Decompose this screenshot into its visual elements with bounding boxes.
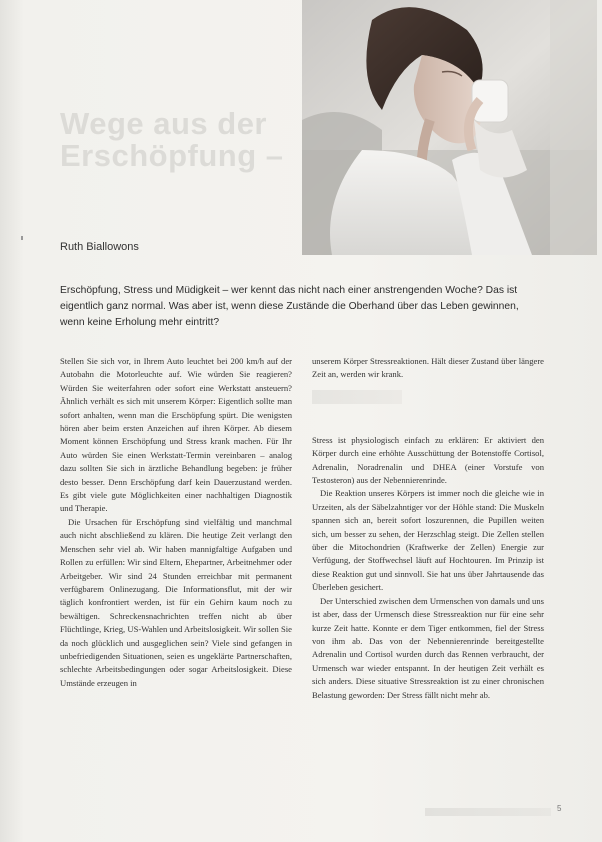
faint-subheading <box>312 390 402 404</box>
body-paragraph: Die Ursachen für Erschöpfung sind vielfältig und manchmal auch nicht abschließend zu klären. Die heutige Zeit verlangt den Menschen sehr viel ab. Wir haben mannigfaltige Aufgaben und Rollen zu erfüllen: Wir sind Eltern, Ehepartner, Arbeitnehmer oder Arbeitgeber. Wir sind 24 Stunden erreichbar mit permanent verfügbarem Onlinezugang. Die Informationsflut, mit der wir täglich konfrontiert werden, ist für ein Gehirn kaum noch zu bewältigen. Schreckensnachrichten treffen nicht ab über Flüchtlinge, Krieg, US-Wahlen und Arbeitslosigkeit. Wir sollen Sie da noch glücklich und ausgeglichen sein? Viele sind gefangen in unbefriedigenden Situationen, seien es ungeklärte Partnerschaften, schlechte Arbeitsbedingungen oder sogar Arbeitslosigkeit. Diese Umstände erzeugen in <box>60 516 292 688</box>
body-paragraph: Der Unterschied zwischen dem Urmenschen von damals und uns ist aber, dass der Urmensch diese Stressreaktion nur für eine sehr kurze Zeit hatte. Konnte er dem Tiger entkommen, fiel der Stress von ihm ab. Das von der Nebennierenrinde bereitgestellte Adrenalin und Cortisol wurden durch das Rennen verbraucht, der Urmensch war wieder entspannt. In der heutigen Zeit verhält es sich anders. Diese situative Stressreaktion ist zu einer chronischen Belastung geworden: Der Stress fällt nicht mehr ab. <box>312 595 544 700</box>
body-paragraph: unserem Körper Stressreaktionen. Hält dieser Zustand über längere Zeit an, werden wir krank. <box>312 356 544 380</box>
article-title: Wege aus der Erschöpfung – <box>60 106 284 173</box>
body-paragraph: Stress ist physiologisch einfach zu erklären: Er aktiviert den Körper durch eine erhöhte Ausschüttung der Botenstoffe Cortisol, Adrenalin, Noradrenalin und DHEA (einer Vorstufe von Testosteron) aus der Nebennierenrinde. <box>312 434 544 486</box>
header-photo <box>302 0 597 255</box>
margin-mark <box>21 236 23 240</box>
body-paragraph: Die Reaktion unseres Körpers ist immer noch die gleiche wie in Urzeiten, als der Säbelzahntiger vor der Höhle stand: Die Muskeln spannen sich an, bereit sofort loszurennen, die Pupillen weiten sich, um besser zu sehen, der Herzschlag steigt. Die Zellen stellen über die Mitochondrien (Kraftwerke der Zellen) Energie zur Verfügung, der Stoffwechsel läuft auf Hochtouren. Im Prinzip ist diese Reaktion gut und sinnvoll. Sie hat uns über Jahrtausende das Überleben gesichert. <box>312 488 544 593</box>
page-number: 5 <box>557 804 562 813</box>
body-paragraph: Stellen Sie sich vor, in Ihrem Auto leuchtet bei 200 km/h auf der Autobahn die Motorleuchte auf. Wie würden Sie reagieren? Würden Sie weiterfahren oder sofort eine Werkstatt ansteuern? Ähnlich verhält es sich mit unserem Körper: Eigentlich sollte man sofort anhalten, wenn man die Erschöpfung spürt. Die wenigsten hören aber beim ersten Anzeichen auf ihren Körper. Ab diesem Moment können Erschöpfung und Stress krank machen. Für Ihr Auto würden Sie einen Werkstatt-Termin vereinbaren – analog dazu sollten Sie sich in ärztliche Behandlung begeben: je früher desto besser. Denn Erschöpfung darf kein Dauerzustand werden. Es gibt viele gute Möglichkeiten einer nachhaltigen Diagnostik und Therapie. <box>60 356 292 514</box>
woman-with-cup-illustration <box>302 0 597 255</box>
footer-running-title <box>425 808 551 816</box>
text-column-left <box>60 355 292 690</box>
lead-paragraph: Erschöpfung, Stress und Müdigkeit – wer kennt das nicht nach einer anstrengenden Woche? Das ist eigentlich ganz normal. Was aber ist, wenn diese Zustände die Oberhand über das Leben gewinnen, wenn keine Erholung mehr eintritt? <box>60 285 519 328</box>
author-name: Ruth Biallowons <box>60 241 139 253</box>
text-column-right <box>312 355 544 702</box>
